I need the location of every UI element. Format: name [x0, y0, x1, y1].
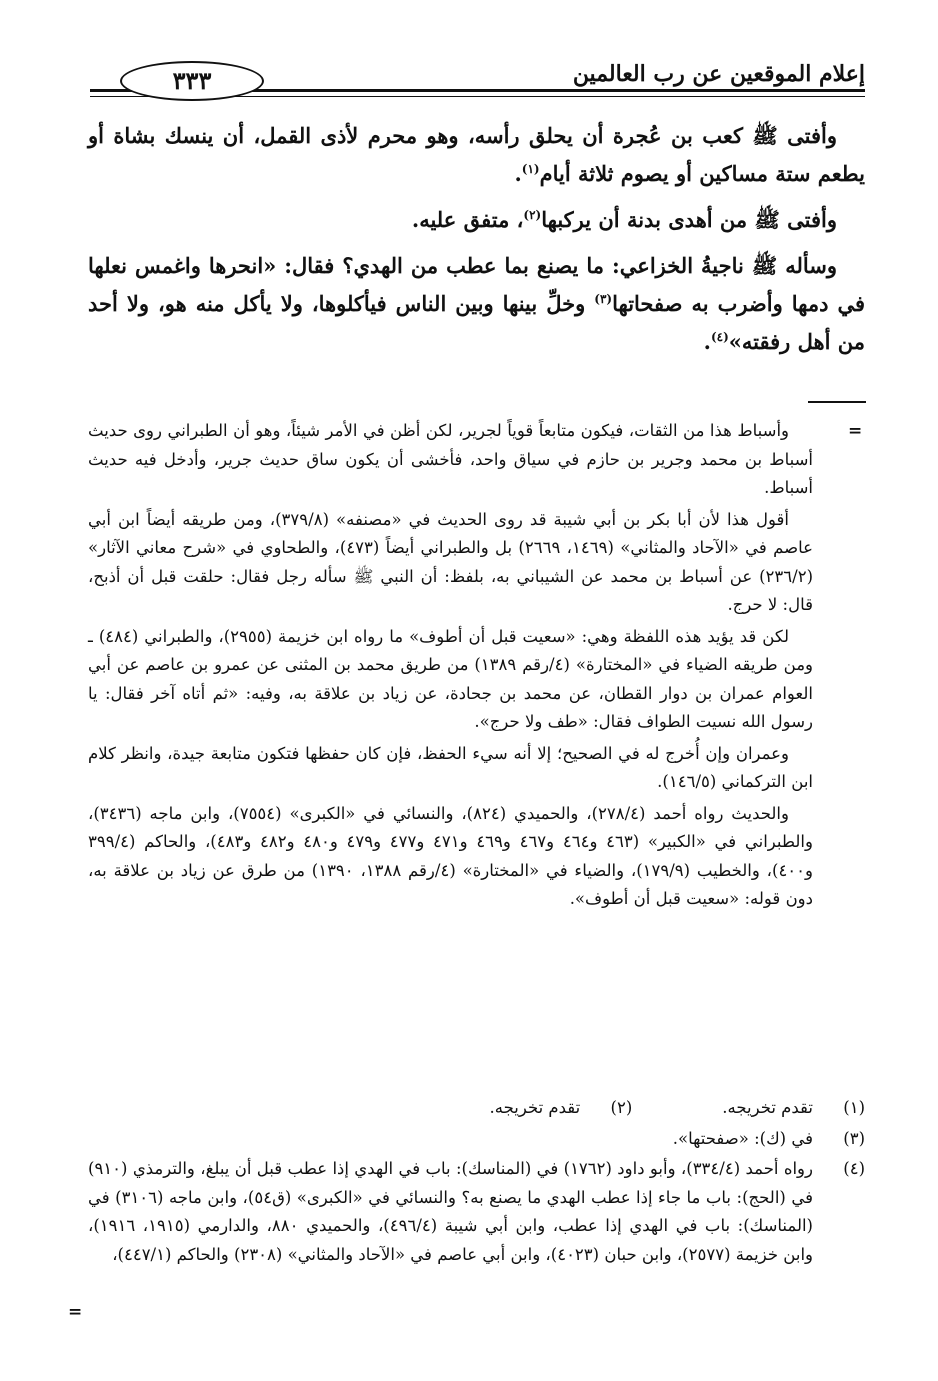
main-paragraph: وأفتى ﷺ من أهدى بدنة أن يركبها$^{(٢)}$، متفق عليه.: [411, 207, 837, 232]
footnote-text: رواه أحمد (٣٣٤/٤)، وأبو داود (١٧٦٢) في (المناسك): باب في الهدي إذا عطب قبل أن يبلغ، والترمذي (٩١٠) في (الحج): باب ما جاء إذا عطب الهدي ما يصنع به؟ والنسائي في «الكبرى» (ق٥٤)، وابن ماجه (٣١٠٦) في (المناسك): باب في الهدي إذا عطب، وابن أبي شيبة (٤٩٦/٤)، والحميدي ٨٨٠، والدارمي (١٩١٥، ١٩١٦)، وابن خزيمة (٢٥٧٧)، وابن حبان (٤٠٢٣)، وابن أبي عاصم في «الآحاد والمثاني» (٢٣٠٨) والحاكم (٤٤٧/١)،: [88, 1159, 813, 1264]
footnote-marker: (٢): [523, 208, 542, 222]
note-paragraph: وعمران وإن أُخرج له في الصحيح؛ إلا أنه سيء الحفظ، فإن كان حفظها فتكون متابعة جيدة، وانظر كلام ابن التركماني (١٤٦/٥).: [88, 743, 813, 791]
main-paragraph: وأفتى ﷺ كعب بن عُجرة أن يحلق رأسه، وهو محرم لأذى القمل، أن ينسك بشاة أو يطعم ستة مساكين أو يصوم ثلاثة أيام$^{(١)}$.: [88, 123, 865, 186]
note-paragraph: أقول هذا لأن أبا بكر بن أبي شيبة قد روى الحديث في «مصنفه» (٣٧٩/٨)، ومن طريقه أيضاً ابن أبي عاصم في «الآحاد والمثاني» (١٤٦٩، ٢٦٦٩) بل والطبراني أيضاً (٤٧٣)، والطحاوي في «شرح معاني الآثار» (٢٣٦/٢) عن أسباط بن محمد عن الشيباني به، بلفظ: أن النبي ﷺ سأله رجل فقال: حلقت قبل أن أذبح، قال: لا حرج.: [88, 509, 813, 614]
page-number: ٣٣٣: [120, 61, 264, 101]
page-header: [90, 55, 865, 103]
main-text: [88, 117, 865, 369]
footnote-marker: (٣): [594, 292, 613, 306]
continued-mark-bottom: =: [68, 1302, 83, 1322]
continued-footnote: [88, 417, 813, 917]
footnote-text: تقدم تخريجه.: [722, 1098, 813, 1117]
footnote-item: [88, 1094, 865, 1123]
footnote-text: في (ك): «صفحتها».: [672, 1128, 813, 1148]
footnote-number: (٣): [843, 1128, 865, 1148]
footnote-number: (٢): [610, 1098, 633, 1117]
footnote-marker: (٤): [710, 330, 729, 344]
footnote-text: تقدم تخريجه.: [489, 1098, 581, 1117]
note-paragraph: والحديث رواه أحمد (٢٧٨/٤)، والحميدي (٨٢٤)، والنسائي في «الكبرى» (٧٥٥٤)، وابن ماجه (٣٤٣٦)، والطبراني في «الكبير» (٤٦٣ و٤٦٤ و٤٦٧ و٤٦٩ و٤٧١ و٤٧٧ و٤٧٩ و٤٨٠ و٤٨٢ و٤٨٣)، والحاكم (٣٩٩/٤ و٤٠٠)، والخطيب (١٧٩/٩)، والضياء في «المختارة» (٤/رقم ١٣٨٨، ١٣٩٠) من طرق عن زياد بن علاقة به، دون قوله: «سعيت قبل أن أطوف».: [88, 803, 813, 908]
note-paragraph: وأسباط هذا من الثقات، فيكون متابعاً قوياً لجرير، لكن أظن في الأمر شيئاً، وهو أن الطبراني روى حديث أسباط بن محمد وجرير بن حازم في سياق واحد، فأخشى أن يكون ساق حديث جرير، وأدخل فيه حديث أسباط.: [88, 421, 813, 497]
main-paragraph: وسأله ﷺ ناجيةُ الخزاعي: ما يصنع بما عطب من الهدي؟ فقال: «انحرها واغمس نعلها في دمها وأضرب به صفحاتها$^{(٣)}$ وخلِّ بينها وبين الناس فيأكلوها، ولا يأكل منه هو، ولا أحد من أهل رفقته»$^{(٤)}$.: [88, 253, 865, 354]
footnote-marker: (١): [521, 162, 540, 176]
footnote-number: (١): [843, 1098, 865, 1117]
continued-mark: =: [848, 421, 863, 441]
footnote-item: [88, 1155, 865, 1269]
footnote-separator: [808, 401, 866, 403]
footnote-number: (٤): [843, 1159, 865, 1178]
footnote-list: [88, 1094, 865, 1271]
footnote-item: [88, 1125, 865, 1154]
note-paragraph: لكن قد يؤيد هذه اللفظة وهي: «سعيت قبل أن أطوف» ما رواه ابن خزيمة (٢٩٥٥)، والطبراني (٤٨٤) ـ ومن طريقه الضياء في «المختارة» (٤/رقم ١٣٨٩) من طريق محمد بن المثنى عن عمرو بن عاصم عن أبي العوام عمران بن دوار القطان، عن محمد بن جحادة، عن زياد بن علاقة به، وفيه: «ثم أتاه آخر فقال: يا رسول الله نسيت الطواف فقال: «طف ولا حرج».: [88, 626, 813, 731]
running-title: إعلام الموقعين عن رب العالمين: [572, 61, 865, 87]
